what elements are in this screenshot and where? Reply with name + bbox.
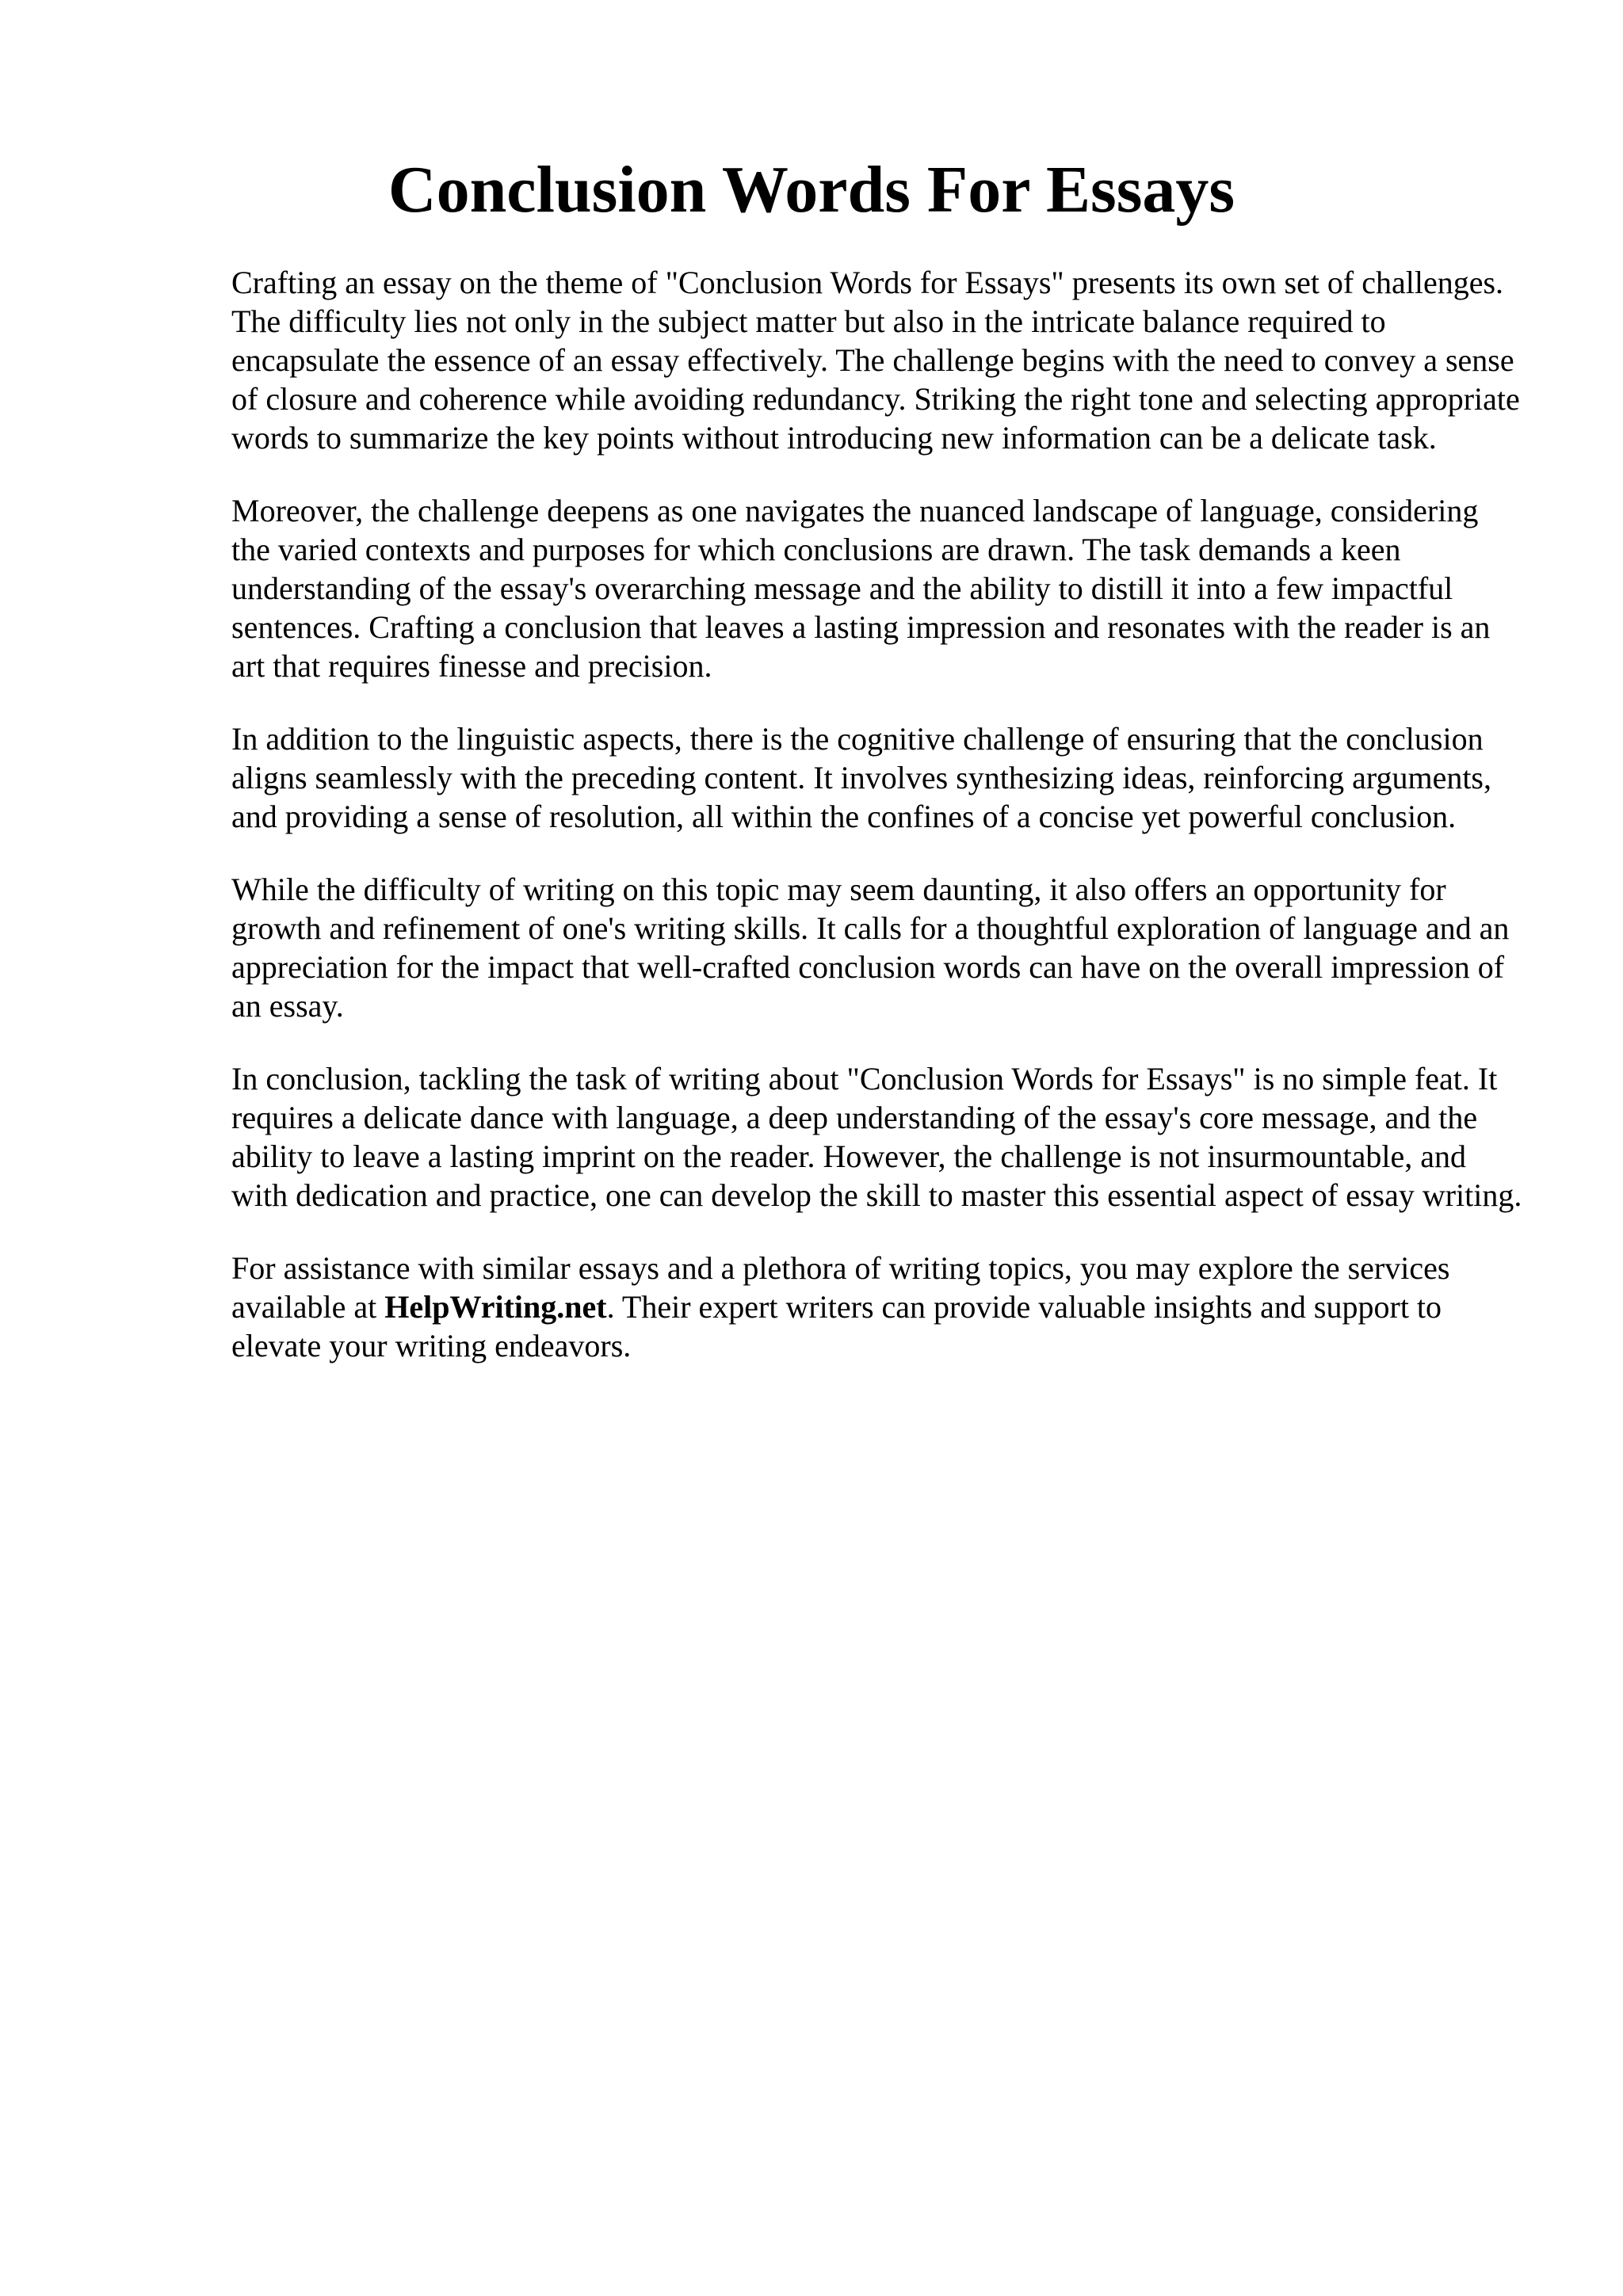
closing-paragraph bbox=[231, 1249, 1523, 1365]
paragraph-5: In conclusion, tackling the task of writing about "Conclusion Words for Essays" is no simple feat. It requires a delicate dance with language, a deep understanding of the essay's core message, and the ability to leave a lasting imprint on the reader. However, the challenge is not insurmountable, and with dedication and practice, one can develop the skill to master this essential aspect of essay writing. bbox=[231, 1061, 1522, 1213]
closing-text-after: . Their expert writers can provide valuable insights and support to elevate your writing endeavors. bbox=[231, 1289, 1442, 1363]
closing-text-before: For assistance with similar essays and a plethora of writing topics, you may explore the services available at bbox=[231, 1250, 1450, 1325]
paragraph-1: Crafting an essay on the theme of "Conclusion Words for Essays" presents its own set of challenges. The difficulty lies not only in the subject matter but also in the intricate balance required to encapsulate the essence of an essay effectively. The challenge begins with the need to convey a sense of closure and coherence while avoiding redundancy. Striking the right tone and selecting appropriate words to summarize the key points without introducing new information can be a delicate task. bbox=[231, 265, 1520, 456]
document-body bbox=[231, 263, 1523, 1399]
document-title: Conclusion Words For Essays bbox=[388, 153, 1235, 227]
paragraph-4: While the difficulty of writing on this topic may seem daunting, it also offers an opportunity for growth and refinement of one's writing skills. It calls for a thoughtful exploration of language and an appreciation for the impact that well-crafted conclusion words can have on the overall impression of an essay. bbox=[231, 871, 1510, 1024]
paragraph-2: Moreover, the challenge deepens as one navigates the nuanced landscape of language, considering the varied contexts and purposes for which conclusions are drawn. The task demands a keen understanding of the essay's overarching message and the ability to distill it into a few impactful sentences. Crafting a conclusion that leaves a lasting impression and resonates with the reader is an art that requires finesse and precision. bbox=[231, 493, 1491, 684]
site-name-link[interactable]: HelpWriting.net bbox=[384, 1289, 607, 1325]
paragraph-3: In addition to the linguistic aspects, there is the cognitive challenge of ensuring that the conclusion aligns seamlessly with the preceding content. It involves synthesizing ideas, reinforcing arguments, and providing a sense of resolution, all within the confines of a concise yet powerful conclusion. bbox=[231, 721, 1491, 834]
